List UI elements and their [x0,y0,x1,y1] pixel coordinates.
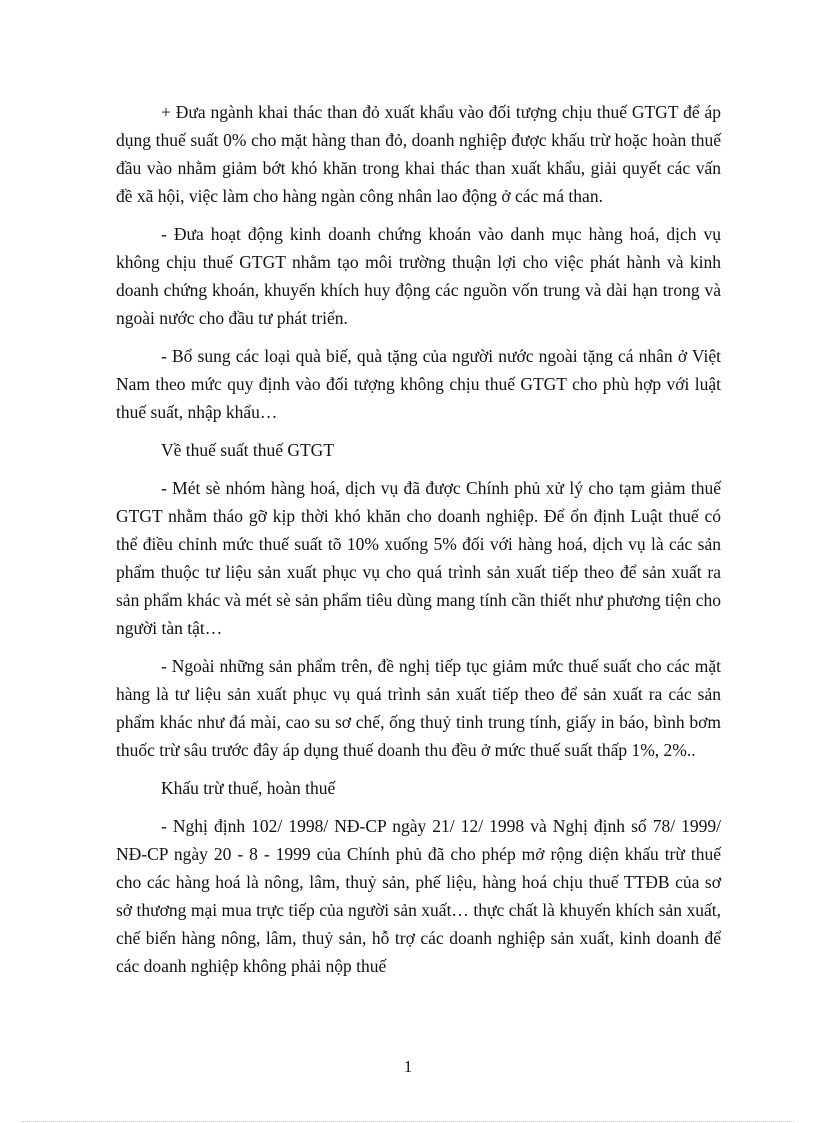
paragraph-further-reduction: - Ngoài những sản phẩm trên, đề nghị tiếp tục giảm mức thuế suất cho các mặt hàng là tư liệu sản xuất phục vụ quá trình sản xuất tiếp theo để sản xuất ra các sản phẩm khác như đá mài, cao su sơ chế, ống thuỷ tinh trung tính, giấy in báo, bình bơm thuốc trừ sâu trước đây áp dụng thuế doanh thu đều ở mức thuế suất thấp 1%, 2%.. [116,656,721,760]
paragraph-vat-reduction: - Mét sè nhóm hàng hoá, dịch vụ đã được Chính phủ xử lý cho tạm giảm thuế GTGT nhằm tháo gỡ kịp thời khó khăn cho doanh nghiệp. Để ổn định Luật thuế có thể điều chỉnh mức thuế suất tõ 10% xuống 5% đối với hàng hoá, dịch vụ là các sản phẩm thuộc tư liệu sản xuất phục vụ cho quá trình sản xuất tiếp theo để sản xuất ra sản phẩm khác và mét sè sản phẩm tiêu dùng mang tính cần thiết như phương tiện cho người tàn tật… [116,478,721,638]
section-heading-deduction-refund: Khấu trừ thuế, hoàn thuế [161,778,336,798]
paragraph-gifts: - Bổ sung các loại quà biế, quà tặng của người nước ngoài tặng cá nhân ở Việt Nam theo mức quy định vào đối tượng không chịu thuế GTGT cho phù hợp với luật thuế suất, nhập khẩu… [116,346,721,422]
section-heading-vat-rate: Về thuế suất thuế GTGT [161,440,335,460]
page-number: 1 [403,1057,413,1076]
paragraph-securities: - Đưa hoạt động kinh doanh chứng khoán vào danh mục hàng hoá, dịch vụ không chịu thuế GTGT nhằm tạo môi trường thuận lợi cho việc phát hành và kinh doanh chứng khoán, khuyến khích huy động các nguồn vốn trung và dài hạn trong và ngoài nước cho đầu tư phát triển. [116,224,721,328]
document-body [116,98,721,990]
paragraph-coal-export: + Đưa ngành khai thác than đỏ xuất khẩu vào đối tượng chịu thuế GTGT để áp dụng thuế suất 0% cho mặt hàng than đỏ, doanh nghiệp được khấu trừ hoặc hoàn thuế đầu vào nhằm giảm bớt khó khăn trong khai thác than xuất khẩu, giải quyết các vấn đề xã hội, việc làm cho hàng ngàn công nhân lao động ở các má than. [116,102,721,206]
page-bottom-divider [22,1121,794,1122]
paragraph-decree-102: - Nghị định 102/ 1998/ NĐ-CP ngày 21/ 12/ 1998 và Nghị định số 78/ 1999/ NĐ-CP ngày 20 - 8 - 1999 của Chính phủ đã cho phép mở rộng diện khấu trừ thuế cho các hàng hoá là nông, lâm, thuỷ sản, phế liệu, hàng hoá chịu thuế TTĐB của sơ sở thương mại mua trực tiếp của người sản xuất… thực chất là khuyến khích sản xuất, chế biến hàng nông, lâm, thuỷ sản, hỗ trợ các doanh nghiệp sản xuất, kinh doanh để các doanh nghiệp không phải nộp thuế [116,816,721,976]
